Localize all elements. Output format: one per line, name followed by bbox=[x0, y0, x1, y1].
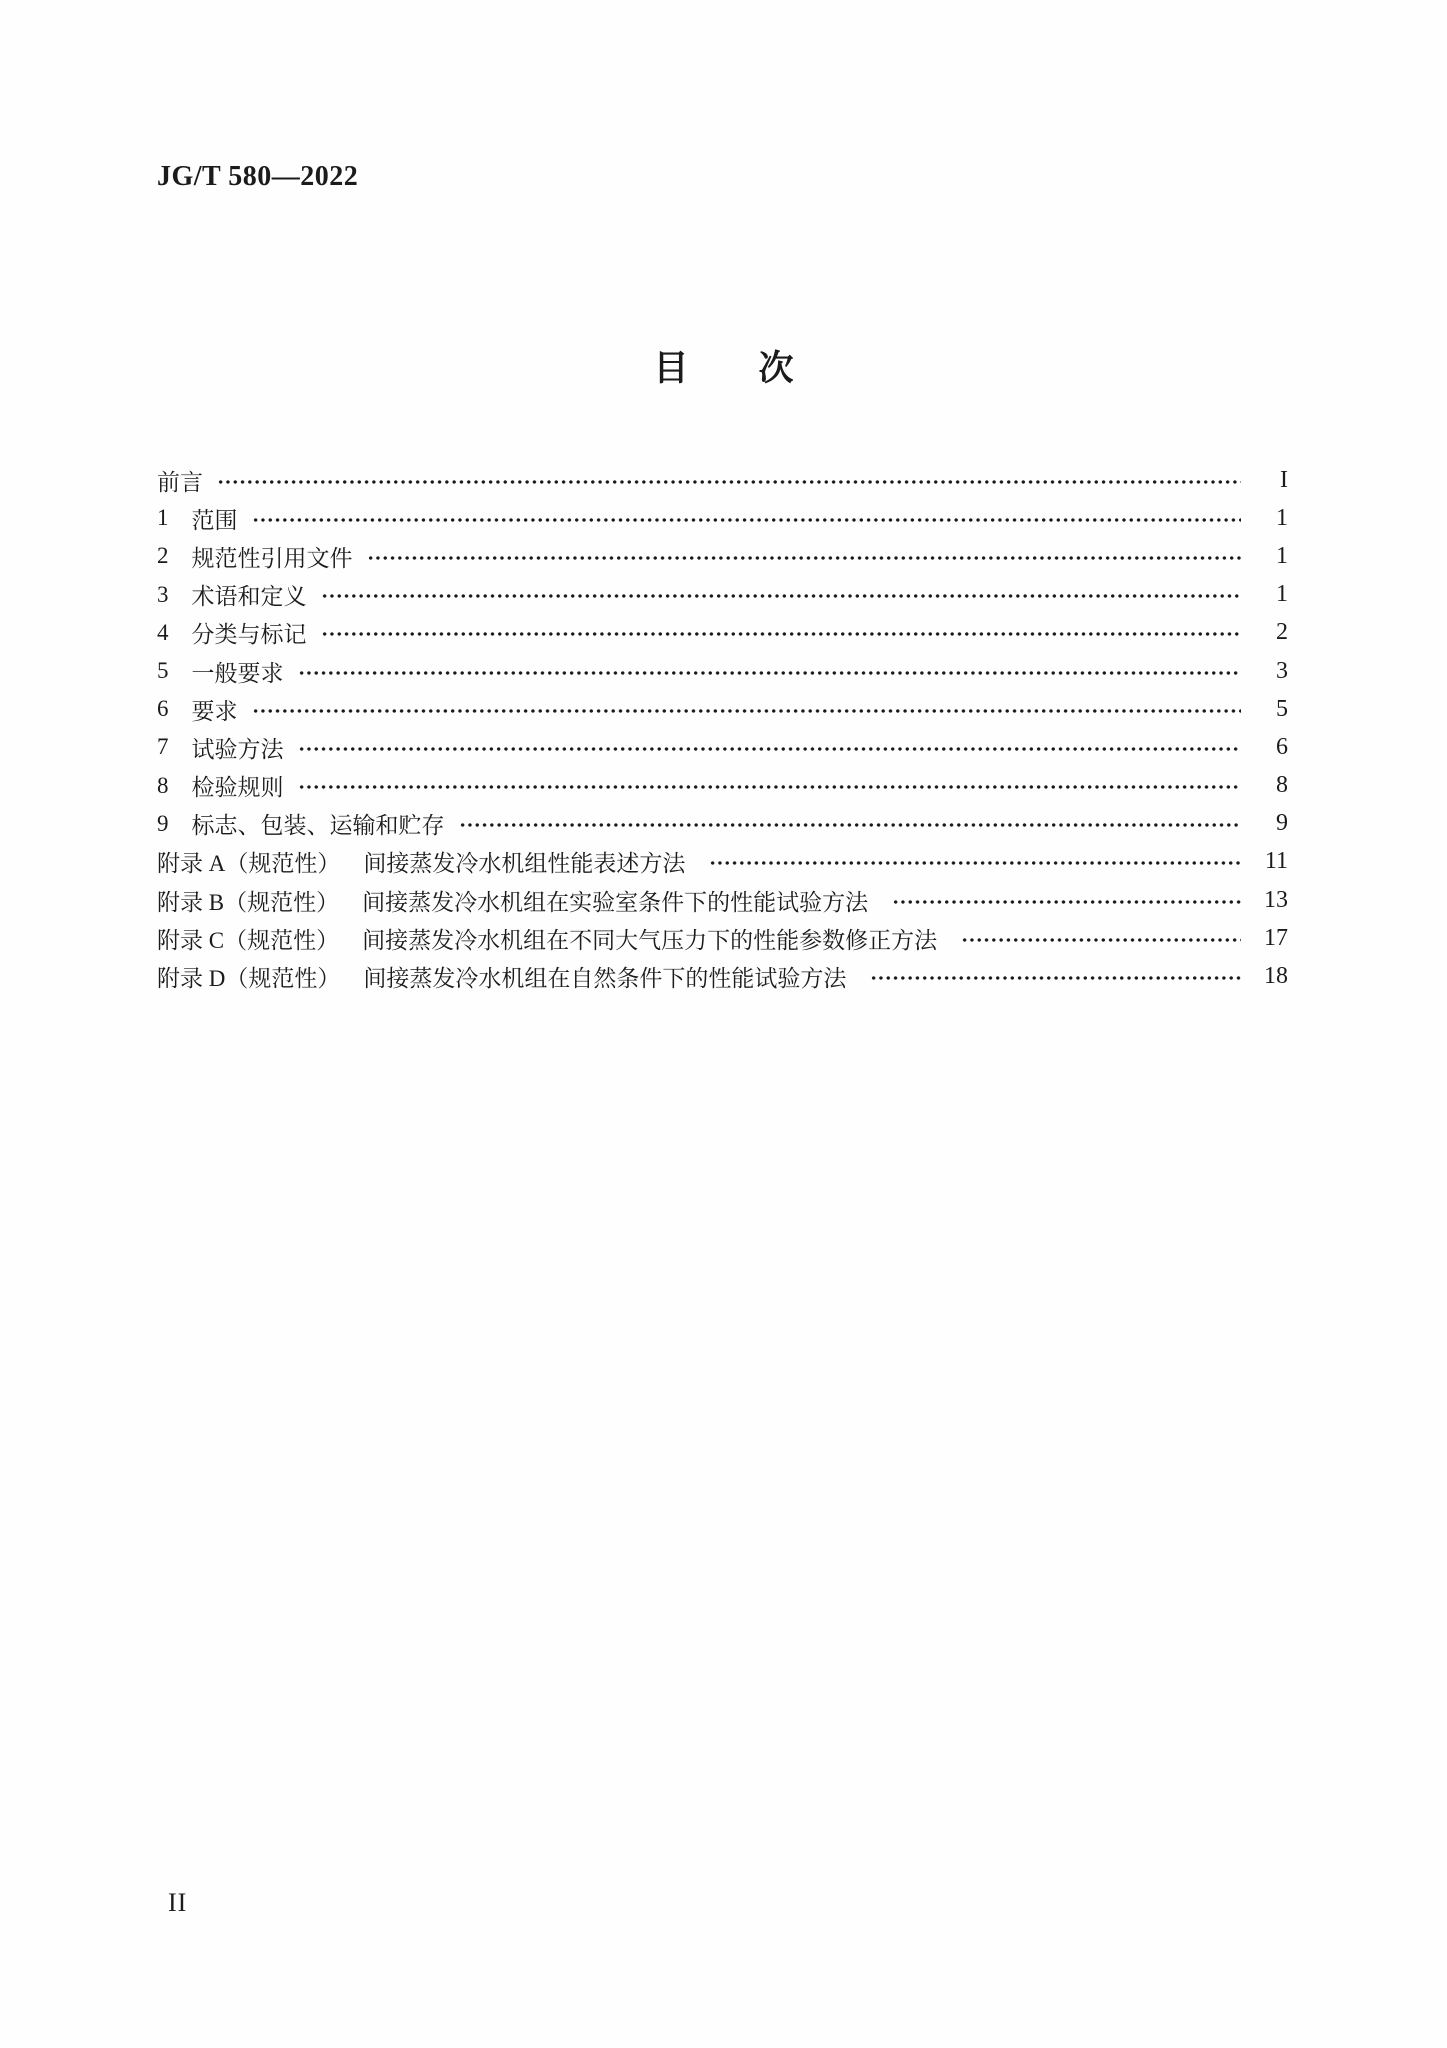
toc-item-label: 间接蒸发冷水机组性能表述方法 bbox=[363, 851, 686, 877]
toc-item-label: 术语和定义 bbox=[191, 584, 307, 610]
toc-row bbox=[157, 499, 1288, 537]
toc-dot-leader bbox=[252, 707, 1242, 715]
toc-row bbox=[157, 919, 1288, 957]
toc-row bbox=[157, 957, 1288, 995]
toc-item-number: 3 bbox=[157, 581, 169, 607]
toc-item-number: 附录 D（规范性） bbox=[157, 966, 341, 992]
toc-item-page: 2 bbox=[1276, 619, 1288, 646]
toc-item-page: 1 bbox=[1276, 581, 1288, 608]
footer-page-number: II bbox=[168, 1888, 188, 1917]
toc-row bbox=[157, 461, 1288, 499]
toc-item-label: 分类与标记 bbox=[191, 622, 307, 648]
toc-item-page: 1 bbox=[1276, 542, 1288, 569]
toc-dot-leader bbox=[217, 478, 1241, 486]
toc-item-number: 9 bbox=[157, 810, 169, 836]
toc-item-page: 1 bbox=[1276, 504, 1288, 531]
toc-dot-leader bbox=[709, 859, 1241, 867]
toc-dot-leader bbox=[252, 516, 1242, 524]
toc-item-number: 附录 A（规范性） bbox=[157, 851, 341, 877]
toc-item-page: 13 bbox=[1264, 886, 1288, 913]
toc-item-number: 1 bbox=[157, 505, 169, 531]
toc-item-number: 4 bbox=[157, 619, 169, 645]
toc-item-label: 一般要求 bbox=[191, 660, 284, 686]
toc-row bbox=[157, 843, 1288, 881]
toc-item-page: 8 bbox=[1276, 772, 1288, 799]
toc-dot-leader bbox=[459, 821, 1242, 829]
toc-row bbox=[157, 614, 1288, 652]
toc-row bbox=[157, 805, 1288, 843]
toc-row bbox=[157, 537, 1288, 575]
toc-item-page: 5 bbox=[1276, 695, 1288, 722]
toc-item-label: 范围 bbox=[191, 507, 238, 533]
page-title: 目 次 bbox=[653, 349, 794, 388]
toc-item-label: 要求 bbox=[191, 698, 238, 724]
standard-code-header: JG/T 580—2022 bbox=[157, 161, 359, 192]
toc-row bbox=[157, 652, 1288, 690]
toc-item-number: 2 bbox=[157, 543, 169, 569]
toc-item-number: 8 bbox=[157, 772, 169, 798]
toc-item-number: 6 bbox=[157, 696, 169, 722]
toc-item-label: 规范性引用文件 bbox=[191, 545, 353, 571]
toc-row bbox=[157, 767, 1288, 805]
toc-item-page: I bbox=[1280, 466, 1288, 493]
toc-dot-leader bbox=[298, 669, 1242, 677]
toc-dot-leader bbox=[321, 592, 1242, 600]
toc-dot-leader bbox=[298, 783, 1242, 791]
toc-dot-leader bbox=[870, 974, 1241, 982]
toc-item-label: 前言 bbox=[157, 469, 203, 495]
toc-item-label: 间接蒸发冷水机组在自然条件下的性能试验方法 bbox=[363, 966, 847, 992]
toc-list bbox=[157, 461, 1288, 996]
toc-item-label: 试验方法 bbox=[191, 736, 284, 762]
toc-row bbox=[157, 576, 1288, 614]
toc-row bbox=[157, 690, 1288, 728]
toc-row bbox=[157, 728, 1288, 766]
toc-item-number: 5 bbox=[157, 658, 169, 684]
toc-row bbox=[157, 881, 1288, 919]
toc-item-number: 7 bbox=[157, 734, 169, 760]
toc-dot-leader bbox=[321, 630, 1242, 638]
toc-item-label: 间接蒸发冷水机组在不同大气压力下的性能参数修正方法 bbox=[362, 927, 938, 953]
toc-item-page: 3 bbox=[1276, 657, 1288, 684]
toc-item-page: 18 bbox=[1264, 963, 1288, 990]
toc-dot-leader bbox=[961, 936, 1241, 944]
toc-item-page: 9 bbox=[1276, 810, 1288, 837]
toc-item-page: 17 bbox=[1264, 924, 1288, 951]
toc-item-label: 标志、包装、运输和贮存 bbox=[191, 813, 445, 839]
toc-item-number: 附录 B（规范性） bbox=[157, 889, 340, 915]
toc-item-label: 检验规则 bbox=[191, 775, 284, 801]
toc-dot-leader bbox=[367, 554, 1242, 562]
toc-item-label: 间接蒸发冷水机组在实验室条件下的性能试验方法 bbox=[362, 889, 869, 915]
toc-item-page: 6 bbox=[1276, 733, 1288, 760]
toc-dot-leader bbox=[298, 745, 1242, 753]
toc-item-number: 附录 C（规范性） bbox=[157, 927, 340, 953]
toc-dot-leader bbox=[892, 898, 1241, 906]
toc-item-page: 11 bbox=[1264, 848, 1288, 875]
